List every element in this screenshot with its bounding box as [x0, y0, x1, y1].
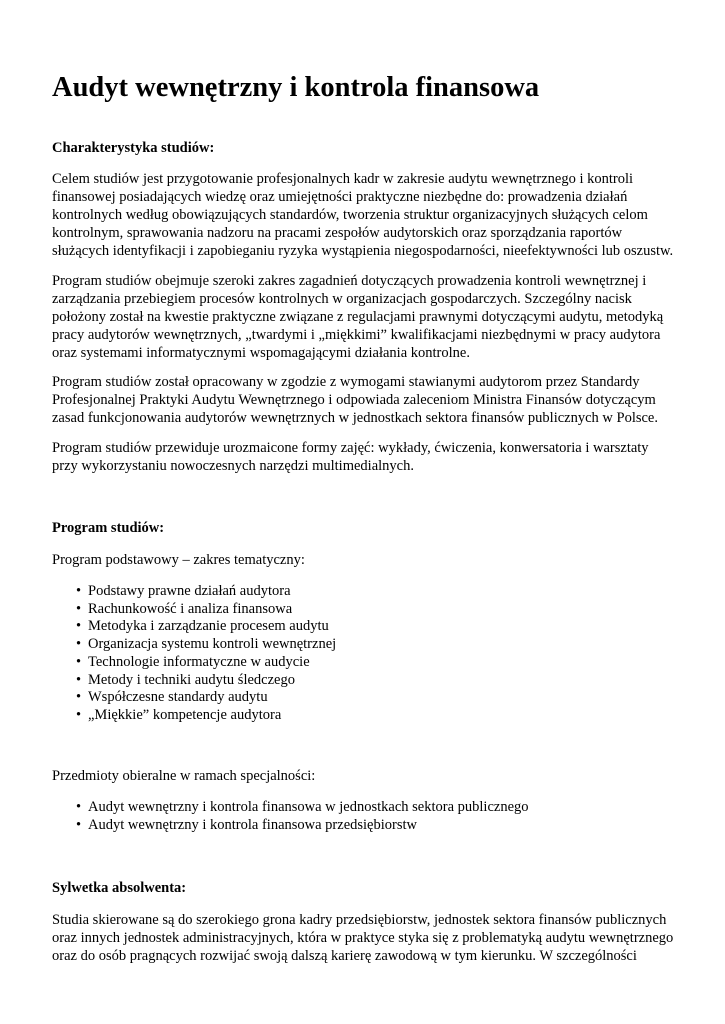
text-line: Program studiów obejmuje szeroki zakres zagadnień dotyczących prowadzenia kontroli wewnętrznej i	[52, 273, 647, 289]
text-line: oraz systemami informatycznymi wspomagającymi działania kontrolne.	[52, 345, 470, 361]
paragraph-program-scope	[52, 272, 672, 362]
list-item	[76, 654, 336, 672]
text-line: Celem studiów jest przygotowanie profesjonalnych kadr w zakresie audytu wewnętrznego i kontroli	[52, 171, 634, 187]
text-line: oraz innych jednostek administracyjnych, która w praktyce styka się z problematyką audytu wewnętrznego	[52, 930, 674, 946]
text-line: zarządzania przebiegiem procesów kontrolnych w organizacjach gospodarczych. Szczególny nacisk	[52, 291, 632, 307]
list-item-label: Metody i techniki audytu śledczego	[88, 671, 295, 688]
section-heading-program: Program studiów:	[52, 520, 165, 536]
list-item-label: Audyt wewnętrzny i kontrola finansowa przedsiębiorstw	[88, 816, 417, 833]
text-line: Program podstawowy – zakres tematyczny:	[52, 552, 305, 568]
list-item-label: Współczesne standardy audytu	[88, 689, 268, 706]
list-item-label: Metodyka i zarządzanie procesem audytu	[88, 618, 329, 635]
list-item-label: Organizacja systemu kontroli wewnętrznej	[88, 636, 337, 653]
list-item	[76, 618, 336, 636]
bullet-icon: •	[76, 671, 82, 688]
list-item	[76, 689, 336, 707]
list-item	[76, 707, 336, 725]
text-line: położony został na kwestie praktyczne związane z regulacjami prawnymi dotyczącymi audytu, metodyką	[52, 309, 664, 325]
paragraph-program-forms	[52, 439, 672, 475]
paragraph-graduate-profile	[52, 911, 672, 965]
document-title: Audyt wewnętrzny i kontrola finansowa	[52, 72, 540, 103]
text-line: Program studiów został opracowany w zgodzie z wymogami stawianymi audytorom przez Standardy	[52, 374, 640, 390]
text-line: Przedmioty obieralne w ramach specjalności:	[52, 768, 316, 784]
bullet-icon: •	[76, 583, 82, 599]
text-line: Studia skierowane są do szerokiego grona kadry przedsiębiorstw, jednostek sektora finansów publicznych	[52, 912, 667, 928]
section-heading-graduate-profile: Sylwetka absolwenta:	[52, 880, 187, 896]
text-line: zasad funkcjonowania audytorów wewnętrznych w jednostkach sektora finansów publicznych w Polsce.	[52, 410, 658, 426]
bullet-icon: •	[76, 618, 82, 635]
text-line: kontrolnych według obowiązujących standardów, tworzenia struktur organizacyjnych służących celom	[52, 207, 648, 223]
list-item-label: Rachunkowość i analiza finansowa	[88, 600, 293, 617]
section-heading-characteristics: Charakterystyka studiów:	[52, 140, 215, 156]
list-item	[76, 817, 529, 835]
text-line: przy wykorzystaniu nowoczesnych narzędzi multimedialnych.	[52, 458, 414, 474]
electives-list	[76, 799, 529, 834]
electives-intro	[52, 767, 672, 785]
bullet-icon: •	[76, 706, 82, 723]
text-line: finansowej posiadających wiedzę oraz umiejętności praktyczne niezbędne do: prowadzenia działań	[52, 189, 628, 205]
list-item	[76, 799, 529, 817]
core-program-intro	[52, 551, 672, 569]
text-line: pracy audytorów wewnętrznych, „twardymi i „miękkimi” kwalifikacjami niezbędnymi w pracy audytora	[52, 327, 661, 343]
text-line: służących identyfikacji i zapobieganiu ryzyka wystąpienia niegospodarności, nieefektywności lub oszustw.	[52, 243, 674, 259]
text-line: oraz do osób pragnących rozwijać swoją dalszą karierę zawodową w tym kierunku. W szczególności	[52, 948, 637, 964]
bullet-icon: •	[76, 636, 82, 653]
bullet-icon: •	[76, 799, 82, 815]
list-item-label: Technologie informatyczne w audycie	[88, 653, 310, 670]
text-line: kontrolnym, sprawowania nadzoru na pracami zespołów audytorskich oraz sporządzania raportów	[52, 225, 623, 241]
bullet-icon: •	[76, 816, 82, 833]
bullet-icon: •	[76, 600, 82, 617]
core-topics-list	[76, 583, 336, 725]
list-item-label: „Miękkie” kompetencje audytora	[88, 706, 282, 723]
list-item-label: Podstawy prawne działań audytora	[88, 583, 291, 599]
bullet-icon: •	[76, 689, 82, 706]
paragraph-study-goal	[52, 170, 672, 260]
text-line: Program studiów przewiduje urozmaicone formy zajęć: wykłady, ćwiczenia, konwersatoria i warsztaty	[52, 440, 649, 456]
list-item	[76, 636, 336, 654]
list-item	[76, 601, 336, 619]
text-line: Profesjonalnej Praktyki Audytu Wewnętrznego i odpowiada zaleceniom Ministra Finansów dotyczącym	[52, 392, 656, 408]
bullet-icon: •	[76, 653, 82, 670]
list-item-label: Audyt wewnętrzny i kontrola finansowa w jednostkach sektora publicznego	[88, 799, 529, 815]
paragraph-program-standards	[52, 373, 672, 427]
list-item	[76, 583, 336, 601]
list-item	[76, 672, 336, 690]
